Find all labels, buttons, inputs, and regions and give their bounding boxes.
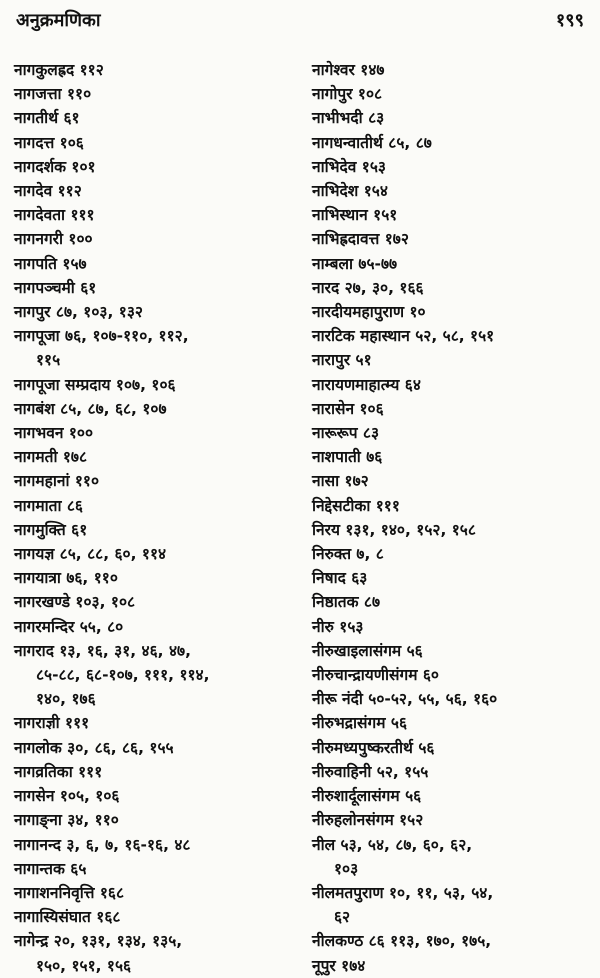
index-entry-line: नाभिस्थान १५१ — [312, 206, 398, 225]
index-entry — [14, 300, 296, 324]
index-entry-line: निषाद ६३ — [312, 569, 368, 588]
index-entry-line: १५०, १५१, १५६ — [36, 956, 132, 975]
index-entry-line: नीरुचान्द्रायणीसंगम ६० — [312, 666, 439, 685]
index-entry-line: नारटिक महास्थान ५२, ५८, १५१ — [312, 327, 495, 346]
index-entry-line: नागदर्शक १०१ — [14, 157, 96, 176]
index-entry-line: नागदेवता १११ — [14, 206, 95, 225]
index-entry — [312, 711, 594, 735]
index-entry — [312, 397, 594, 421]
index-entry — [14, 324, 296, 372]
index-entry-line: नारदीयमहापुराण १० — [312, 303, 426, 322]
index-entry-line: नीलकण्ठ ८६ ११३, १७०, १७५, — [312, 932, 492, 951]
index-entry — [14, 929, 296, 977]
index-entry — [14, 736, 296, 760]
index-entry — [312, 542, 594, 566]
index-entry — [14, 881, 296, 905]
index-entry — [14, 203, 296, 227]
index-entry — [312, 348, 594, 372]
index-entry — [312, 469, 594, 493]
index-entry-line: निरय १३१, १४०, १५२, १५८ — [312, 520, 476, 539]
index-column-right — [312, 58, 594, 978]
index-entry-line: १४०, १७६ — [36, 690, 96, 709]
index-entry — [14, 857, 296, 881]
index-entry-line: नागबंश ८५, ८७, ६८, १०७ — [14, 399, 167, 418]
index-entry-line: नागनगरी १०० — [14, 230, 93, 249]
index-entry-line: नीलमतपुराण १०, ११, ५३, ५४, — [312, 883, 494, 902]
index-entry — [14, 179, 296, 203]
index-entry — [14, 469, 296, 493]
index-entry — [14, 615, 296, 639]
index-entry — [312, 373, 594, 397]
index-entry-line: नागयात्रा ७६, ११० — [14, 569, 118, 588]
index-entry-line: नीरुमध्यपुष्करतीर्थ ५६ — [312, 738, 435, 757]
index-entry-line: निष्ठातक ८७ — [312, 593, 381, 612]
index-entry-line: ६२ — [334, 908, 351, 927]
index-entry-line: नागपूजा सम्प्रदाय १०७, १०६ — [14, 375, 176, 394]
index-entry-line: निद्देसटीका १११ — [312, 496, 400, 515]
index-entry — [14, 155, 296, 179]
index-entry — [14, 542, 296, 566]
index-entry — [312, 736, 594, 760]
index-entry — [14, 808, 296, 832]
index-entry — [312, 131, 594, 155]
index-entry — [312, 58, 594, 82]
index-column-left — [14, 58, 296, 978]
index-entry-line: नागेश्वर १४७ — [312, 61, 385, 79]
index-entry — [312, 687, 594, 711]
index-entry-line: नागराद १३, १६, ३१, ४६, ४७, — [14, 641, 191, 660]
index-entry-line: नागपुर ८७, १०३, १३२ — [14, 303, 143, 322]
index-entry-line: नागरखण्डे १०३, १०८ — [14, 593, 136, 612]
index-entry — [312, 881, 594, 929]
index-entry-line: नीरुवाहिनी ५२, १५५ — [312, 762, 429, 781]
index-entry-line: नूपुर १७४ — [312, 956, 366, 975]
index-entry — [14, 711, 296, 735]
index-entry — [14, 106, 296, 130]
index-entry — [312, 566, 594, 590]
index-entry-line: नाभिह्रदावत्त १७२ — [312, 230, 409, 249]
index-entry — [14, 397, 296, 421]
index-entry — [312, 252, 594, 276]
index-entry — [14, 373, 296, 397]
index-entry-line: नागकुलह्रद ११२ — [14, 61, 104, 79]
index-entry-line: नागमाता ८६ — [14, 496, 83, 515]
index-entry — [312, 494, 594, 518]
index-entry — [14, 566, 296, 590]
index-entry — [14, 252, 296, 276]
index-entry — [312, 179, 594, 203]
index-entry-line: नागसेन १०५, १०६ — [14, 787, 120, 806]
index-entry-line: नागलोक ३०, ८६, ८६, १५५ — [14, 738, 174, 757]
page-number: १९९ — [555, 10, 584, 31]
index-entry-line: नारासेन १०६ — [312, 399, 384, 418]
index-entry-line: नागेन्द्र २०, १३१, १३४, १३५, — [14, 932, 183, 951]
index-entry — [14, 494, 296, 518]
index-entry — [14, 276, 296, 300]
index-entry — [14, 833, 296, 857]
index-entry-line: नीरु १५३ — [312, 617, 364, 636]
index-entry — [312, 663, 594, 687]
index-entry-line: नीरू नंदी ५०-५२, ५५, ५६, १६० — [312, 690, 498, 709]
index-entry-line: नागमुक्ति ६१ — [14, 520, 88, 539]
index-entry — [14, 784, 296, 808]
index-entry-line: नागराज्ञी १११ — [14, 714, 90, 733]
index-entry-line: नारायणमाहात्म्य ६४ — [312, 375, 421, 394]
index-entry-line: निरुक्त ७, ८ — [312, 545, 384, 564]
index-entry-line: नाम्बला ७५-७७ — [312, 254, 398, 273]
index-entry-line: नागमहानां ११० — [14, 472, 100, 491]
index-entry — [14, 445, 296, 469]
index-entry-line: नागोपुर १०८ — [312, 85, 383, 104]
index-entry — [312, 518, 594, 542]
index-entry — [14, 421, 296, 445]
index-entry-line: नागधन्वातीर्थ ८५, ८७ — [312, 133, 432, 152]
index-entry — [312, 155, 594, 179]
index-entry-line: नागयज्ञ ८५, ८८, ६०, ११४ — [14, 545, 167, 564]
index-entry — [312, 833, 594, 881]
index-entry — [14, 760, 296, 784]
index-entry-line: नागानन्द ३, ६, ७, १६-१६, ४८ — [14, 835, 191, 854]
index-entry-line: ८५-८८, ६८-१०७, १११, ११४, — [36, 666, 210, 685]
index-entry-line: नारूरूप ८३ — [312, 424, 380, 443]
index-entry — [312, 421, 594, 445]
index-entry-line: नाभिदेश १५४ — [312, 182, 388, 201]
index-entry-line: नागदेव ११२ — [14, 182, 82, 201]
index-entry — [312, 106, 594, 130]
index-entry-line: नीरुहलोनसंगम १५२ — [312, 811, 424, 830]
index-entry-line: नागमती १७८ — [14, 448, 88, 467]
index-entry — [14, 639, 296, 712]
index-entry-line: नागजत्ता ११० — [14, 85, 92, 104]
index-entry — [312, 82, 594, 106]
index-entry — [14, 227, 296, 251]
index-entry — [312, 276, 594, 300]
index-entry-line: नागपञ्चमी ६१ — [14, 278, 97, 297]
index-entry-line: नील ५३, ५४, ८७, ६०, ६२, — [312, 835, 473, 854]
index-entry — [312, 615, 594, 639]
index-entry — [312, 954, 594, 978]
index-entry — [312, 929, 594, 953]
index-entry-line: नागपति १५७ — [14, 254, 87, 273]
index-entry-line: नीरुभद्रासंगम ५६ — [312, 714, 408, 733]
index-entry-line: ११५ — [36, 351, 61, 370]
index-entry — [14, 590, 296, 614]
index-entry — [312, 760, 594, 784]
index-entry-line: नागरमन्दिर ५५, ८० — [14, 617, 124, 636]
index-entry-line: नाभिदेव १५३ — [312, 157, 386, 176]
index-entry-line: नागपूजा ७६, १०७-११०, ११२, — [14, 327, 189, 346]
index-entry — [14, 58, 296, 82]
index-entry-line: नागान्तक ६५ — [14, 859, 87, 878]
index-entry — [312, 784, 594, 808]
index-entry — [312, 300, 594, 324]
index-entry-line: नागास्यिसंघात १६८ — [14, 908, 121, 927]
index-entry-line: १०३ — [334, 859, 359, 878]
index-entry — [312, 590, 594, 614]
index-entry — [312, 808, 594, 832]
running-title: अनुक्रमणिका — [16, 10, 101, 31]
index-entry-line: नागभवन १०० — [14, 424, 94, 443]
index-entry-line: नागव्रतिका १११ — [14, 762, 103, 781]
index-entry-line: नारद २७, ३०, १६६ — [312, 278, 424, 297]
index-entry — [14, 82, 296, 106]
index-entry — [312, 639, 594, 663]
index-entry-line: नागाशननिवृत्ति १६८ — [14, 883, 125, 902]
index-entry — [14, 131, 296, 155]
index-entry-line: नीरुखाइलासंगम ५६ — [312, 641, 423, 660]
index-entry — [312, 203, 594, 227]
index-entry — [312, 324, 594, 348]
index-entry — [312, 445, 594, 469]
index-entry-line: नारापुर ५१ — [312, 351, 372, 370]
index-entry-line: नासा १७२ — [312, 472, 369, 491]
index-entry-line: नागाङ्ना ३४, ११० — [14, 811, 119, 830]
index-entry — [14, 518, 296, 542]
index-entry-line: नाभीभदी ८३ — [312, 109, 385, 128]
index-entry — [312, 227, 594, 251]
index-entry-line: नागदत्त १०६ — [14, 133, 84, 152]
index-entry-line: नाशपाती ७६ — [312, 448, 383, 467]
index-entry-line: नागतीर्थ ६१ — [14, 109, 80, 128]
page-header — [16, 6, 584, 36]
index-entry-line: नीरुशार्दूलासंगम ५६ — [312, 787, 422, 806]
index-entry — [14, 905, 296, 929]
